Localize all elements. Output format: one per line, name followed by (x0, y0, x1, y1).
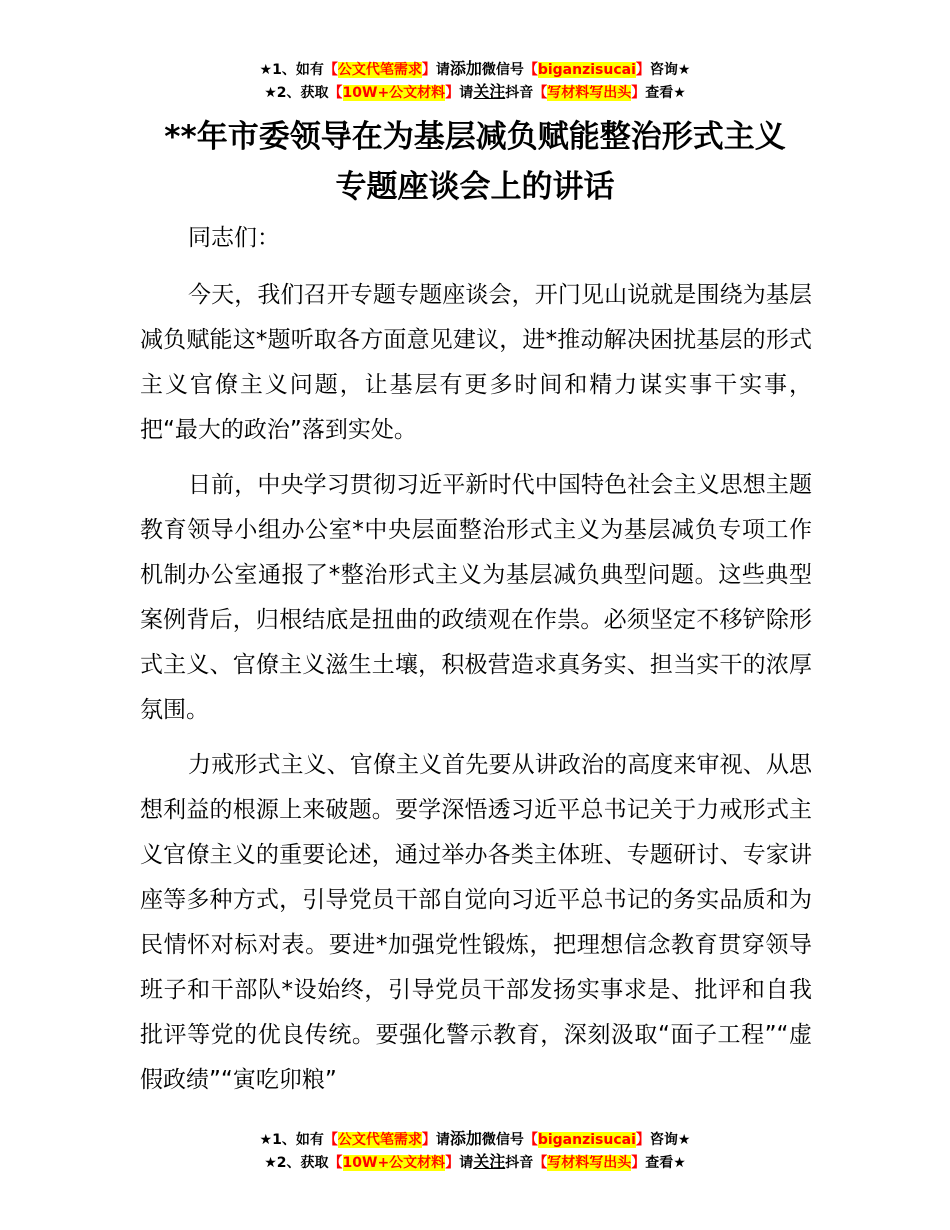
promo-text: 查看★ (645, 1155, 686, 1171)
document-body (140, 216, 812, 1113)
promo-line-1 (0, 58, 950, 81)
promo-text: 请 (435, 1132, 450, 1148)
promo-text: 咨询★ (649, 62, 691, 78)
salutation: 同志们： (188, 225, 280, 251)
highlight-wechat-id: biganzisucai (537, 1132, 636, 1148)
promo-header (0, 58, 950, 104)
paragraph-1: 今天，我们召开专题专题座谈会，开门见山说就是围绕为基层减负赋能这*题听取各方面意见建议，进*推动解决困扰基层的形式主义官僚主义问题，让基层有更多时间和精力谋实事干实事，把“最大的政治”落到实处。 (140, 282, 812, 443)
bracket: 【 (328, 1155, 343, 1171)
promo-text: 咨询★ (649, 1132, 691, 1148)
title-line-2: 专题座谈会上的讲话 (335, 169, 615, 205)
promo-text: 微信号 (481, 62, 524, 78)
highlight-materials: 10W+公文材料 (342, 85, 446, 101)
highlight-materials: 10W+公文材料 (342, 1155, 446, 1171)
promo-emphasis: 添加 (449, 1129, 482, 1148)
bracket: 【 (523, 1132, 538, 1148)
promo-line-2 (0, 1151, 950, 1174)
highlight-wechat-id: biganzisucai (537, 62, 636, 78)
bracket: 】 (635, 1132, 650, 1148)
promo-text: 查看★ (645, 85, 686, 101)
bracket: 【 (323, 1132, 338, 1148)
promo-emphasis: 关注 (473, 1152, 506, 1171)
highlight-service: 公文代笔需求 (337, 62, 422, 78)
promo-text: 微信号 (481, 1132, 524, 1148)
bracket: 】 (445, 1155, 460, 1171)
highlight-douyin-id: 写材料写出头 (547, 1155, 632, 1171)
promo-text: 请 (459, 85, 474, 101)
bracket: 【 (323, 62, 338, 78)
promo-footer (0, 1128, 950, 1174)
bracket: 【 (328, 85, 343, 101)
promo-text: ★1、如有 (259, 62, 324, 78)
bracket: 【 (533, 1155, 548, 1171)
promo-text: ★1、如有 (259, 1132, 324, 1148)
promo-text: ★2、获取 (264, 1155, 329, 1171)
promo-text: ★2、获取 (264, 85, 329, 101)
promo-text: 请 (435, 62, 450, 78)
title-line-1: **年市委领导在为基层减负赋能整治形式主义 (164, 119, 786, 155)
promo-line-2 (0, 81, 950, 104)
paragraph-3: 力戒形式主义、官僚主义首先要从讲政治的高度来审视、从思想利益的根源上来破题。要学深悟透习近平总书记关于力戒形式主义官僚主义的重要论述，通过举办各类主体班、专题研讨、专家讲座等多种方式，引导党员干部自觉向习近平总书记的务实品质和为民情怀对标对表。要进*加强党性锻炼，把理想信念教育贯穿领导班子和干部队*设始终，引导党员干部发扬实事求是、批评和自我批评等党的优良传统。要强化警示教育，深刻汲取“面子工程”“虚假政绩”“寅吃卯粮” (140, 752, 812, 1093)
promo-line-1 (0, 1128, 950, 1151)
promo-emphasis: 添加 (449, 59, 482, 78)
bracket: 【 (533, 85, 548, 101)
promo-emphasis: 关注 (473, 82, 506, 101)
bracket: 】 (421, 1132, 436, 1148)
promo-text: 请 (459, 1155, 474, 1171)
paragraph-2: 日前，中央学习贯彻习近平新时代中国特色社会主义思想主题教育领导小组办公室*中央层面整治形式主义为基层减负专项工作机制办公室通报了*整治形式主义为基层减负典型问题。这些典型案例背后，归根结底是扭曲的政绩观在作祟。必须坚定不移铲除形式主义、官僚主义滋生土壤，积极营造求真务实、担当实干的浓厚氛围。 (140, 472, 812, 723)
promo-text: 抖音 (505, 1155, 534, 1171)
bracket: 】 (631, 85, 646, 101)
bracket: 【 (523, 62, 538, 78)
promo-text: 抖音 (505, 85, 534, 101)
highlight-service: 公文代笔需求 (337, 1132, 422, 1148)
bracket: 】 (445, 85, 460, 101)
highlight-douyin-id: 写材料写出头 (547, 85, 632, 101)
bracket: 】 (635, 62, 650, 78)
document-title (0, 112, 950, 212)
bracket: 】 (421, 62, 436, 78)
bracket: 】 (631, 1155, 646, 1171)
